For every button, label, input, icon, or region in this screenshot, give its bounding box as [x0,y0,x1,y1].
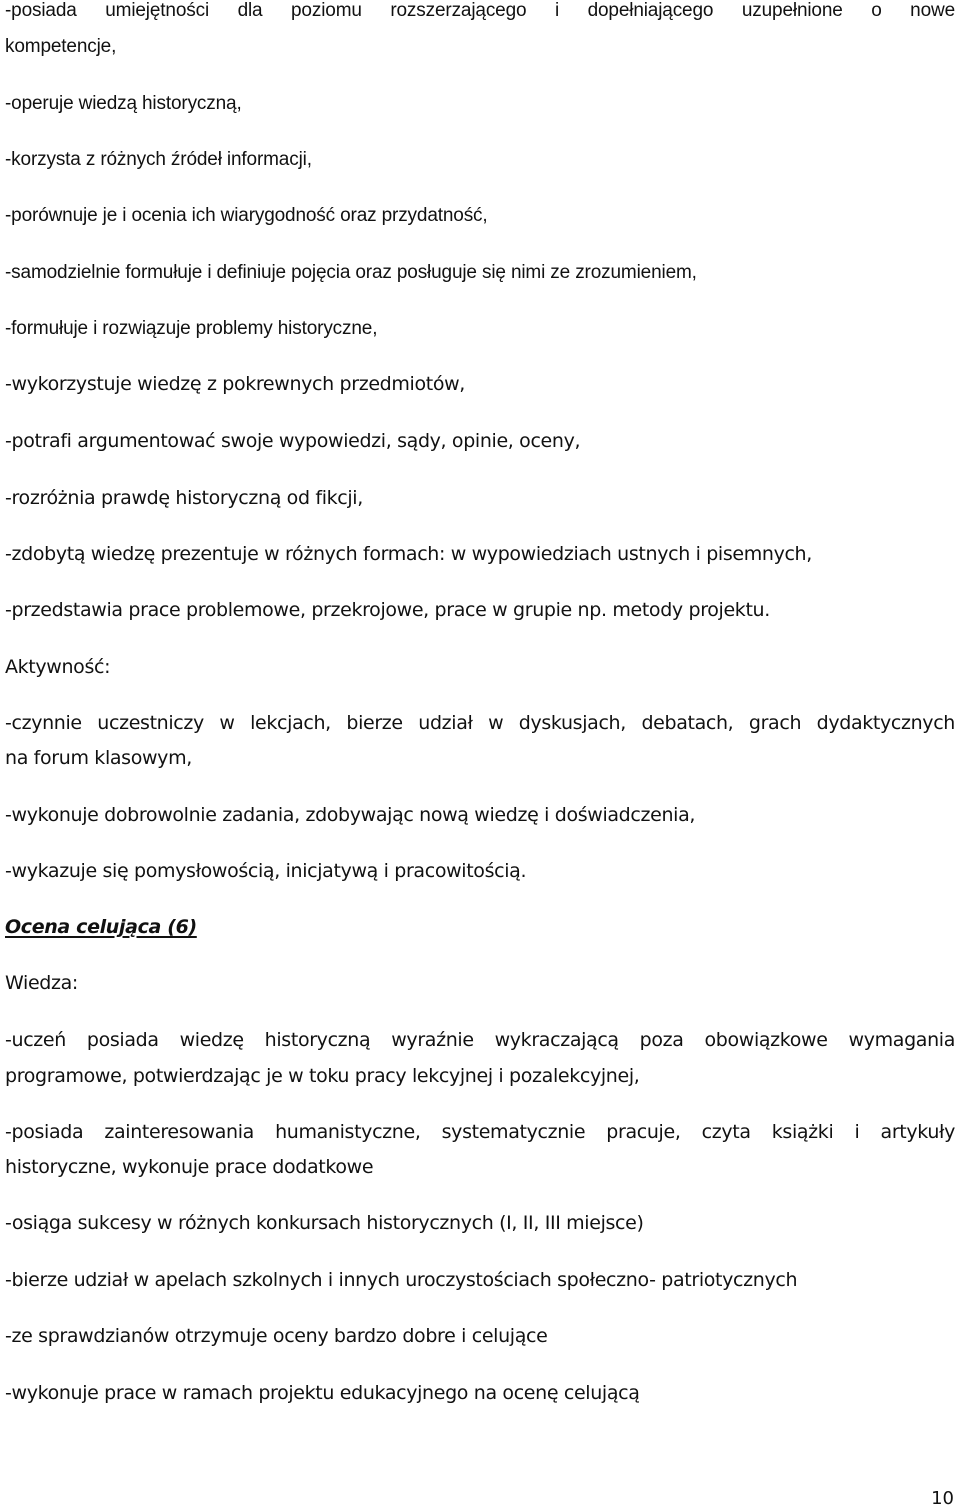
grade-heading: Ocena celująca (6) [5,916,197,938]
grade-item-1-line-1: -uczeń posiada wiedzę historyczną wyraźnie wykraczającą poza obowiązkowe wymagania [5,1029,955,1051]
activity-item-1-line-2: na forum klasowym, [5,747,192,769]
intro-line-1: -posiada umiejętności dla poziomu rozszerzającego i dopełniającego uzupełnione o nowe [5,0,955,21]
list-item: -samodzielnie formułuje i definiuje pojęcia oraz posługuje się nimi ze zrozumieniem, [5,262,697,283]
grade-item-3: -osiąga sukcesy w różnych konkursach historycznych (I, II, III miejsce) [5,1212,644,1234]
grade-item-6: -wykonuje prace w ramach projektu edukacyjnego na ocenę celującą [5,1382,640,1404]
intro-line-2: kompetencje, [5,36,117,57]
list-item: -wykorzystuje wiedzę z pokrewnych przedmiotów, [5,373,465,395]
page-number: 10 [931,1488,954,1509]
list-item: -operuje wiedzą historyczną, [5,93,242,114]
grade-item-2-line-2: historyczne, wykonuje prace dodatkowe [5,1156,374,1178]
list-item: -rozróżnia prawdę historyczną od fikcji, [5,487,363,509]
grade-item-5: -ze sprawdzianów otrzymuje oceny bardzo dobre i celujące [5,1325,548,1347]
grade-item-2-line-1: -posiada zainteresowania humanistyczne, systematycznie pracuje, czyta książki i artykuły [5,1121,955,1143]
knowledge-label: Wiedza: [5,972,78,994]
list-item: -formułuje i rozwiązuje problemy historyczne, [5,318,378,339]
activity-item-3: -wykazuje się pomysłowością, inicjatywą i pracowitością. [5,860,527,882]
activity-item-2: -wykonuje dobrowolnie zadania, zdobywając nową wiedzę i doświadczenia, [5,804,696,826]
list-item: -przedstawia prace problemowe, przekrojowe, prace w grupie np. metody projektu. [5,599,770,621]
list-item: -zdobytą wiedzę prezentuje w różnych formach: w wypowiedziach ustnych i pisemnych, [5,543,812,565]
grade-item-4: -bierze udział w apelach szkolnych i innych uroczystościach społeczno- patriotycznych [5,1269,798,1291]
activity-label: Aktywność: [5,656,111,678]
list-item: -porównuje je i ocenia ich wiarygodność oraz przydatność, [5,205,488,226]
list-item: -potrafi argumentować swoje wypowiedzi, sądy, opinie, oceny, [5,430,581,452]
list-item: -korzysta z różnych źródeł informacji, [5,149,312,170]
grade-item-1-line-2: programowe, potwierdzając je w toku pracy lekcyjnej i pozalekcyjnej, [5,1065,640,1087]
activity-item-1-line-1: -czynnie uczestniczy w lekcjach, bierze udział w dyskusjach, debatach, grach dydaktycznych [5,712,955,734]
